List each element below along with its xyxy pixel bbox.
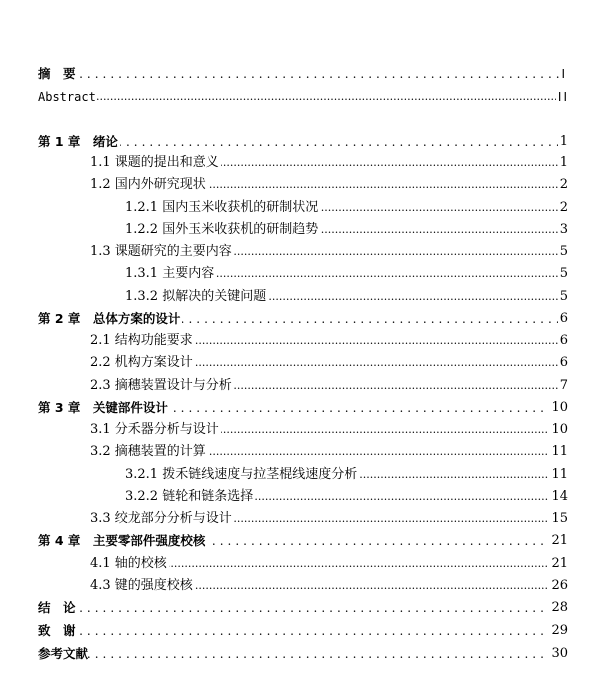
toc-entry-section-1-3-2[interactable] xyxy=(0,287,600,307)
toc-entry-page: 21 xyxy=(549,554,568,574)
toc-entry-title: 3.2.1 拨禾链线速度与拉茎棍线速度分析 xyxy=(125,465,359,485)
toc-entry-title: 摘 要 xyxy=(38,64,78,84)
toc-entry-chapter-2[interactable] xyxy=(0,309,600,329)
dot-leader xyxy=(40,87,560,107)
toc-entry-title: 第 1 章 绪论 xyxy=(38,132,120,152)
dot-leader xyxy=(40,621,560,641)
toc-entry-page: 7 xyxy=(558,376,568,396)
toc-entry-section-1-1[interactable] xyxy=(0,153,600,173)
toc-entry-section-3-2[interactable] xyxy=(0,442,600,462)
toc-entry-page: 10 xyxy=(549,398,568,418)
toc-entry-title: 参考文献 xyxy=(38,644,88,664)
toc-entry-acknowledgements[interactable] xyxy=(0,621,600,641)
toc-entry-chapter-1[interactable] xyxy=(0,132,600,152)
toc-entry-title: 3.2.2 链轮和链条选择 xyxy=(125,487,255,507)
toc-entry-page: 5 xyxy=(558,264,568,284)
toc-entry-page: 2 xyxy=(558,175,568,195)
toc-entry-page: 11 xyxy=(549,442,568,462)
toc-entry-page: 6 xyxy=(558,309,568,329)
toc-entry-page: 10 xyxy=(549,420,568,440)
toc-entry-title: 2.2 机构方案设计 xyxy=(90,353,195,373)
toc-entry-page: 5 xyxy=(558,287,568,307)
toc-entry-title: 第 2 章 总体方案的设计 xyxy=(38,309,182,329)
toc-entry-title: 1.3.2 拟解决的关键问题 xyxy=(125,287,268,307)
toc-entry-page: 3 xyxy=(558,220,568,240)
toc-entry-page: 5 xyxy=(558,242,568,262)
toc-entry-title: 3.3 绞龙部分分析与设计 xyxy=(90,509,234,529)
toc-entry-section-3-2-1[interactable] xyxy=(0,465,600,485)
toc-entry-page: 14 xyxy=(549,487,568,507)
toc-entry-page: Ⅰ xyxy=(559,64,567,84)
toc-entry-section-3-1[interactable] xyxy=(0,420,600,440)
toc-entry-chapter-4[interactable] xyxy=(0,531,600,551)
toc-entry-page: 29 xyxy=(549,621,568,641)
toc-entry-title: 1.1 课题的提出和意义 xyxy=(90,153,221,173)
toc-entry-section-1-3-1[interactable] xyxy=(0,264,600,284)
toc-entry-page: 1 xyxy=(558,132,568,152)
toc-entry-title: 致 谢 xyxy=(38,621,78,641)
toc-entry-title: 2.3 摘穗装置设计与分析 xyxy=(90,376,234,396)
toc-entry-title: 3.1 分禾器分析与设计 xyxy=(90,420,221,440)
toc-entry-page: 6 xyxy=(558,331,568,351)
toc-entry-title: 1.2.1 国内玉米收获机的研制状况 xyxy=(125,198,320,218)
toc-entry-section-4-3[interactable] xyxy=(0,576,600,596)
toc-entry-abstract-en[interactable] xyxy=(0,87,600,107)
toc-entry-title: 第 4 章 主要零部件强度校核 xyxy=(38,531,207,551)
toc-entry-title: 4.3 键的强度校核 xyxy=(90,576,195,596)
toc-entry-abstract-cn[interactable] xyxy=(0,64,600,84)
toc-entry-section-3-3[interactable] xyxy=(0,509,600,529)
toc-entry-page: ⅠⅠ xyxy=(556,87,569,107)
toc-entry-section-2-2[interactable] xyxy=(0,353,600,373)
toc-entry-title: 1.2.2 国外玉米收获机的研制趋势 xyxy=(125,220,320,240)
toc-entry-page: 11 xyxy=(549,465,568,485)
toc-entry-title: 3.2 摘穗装置的计算 xyxy=(90,442,208,462)
toc-entry-page: 1 xyxy=(558,153,568,173)
toc-entry-references[interactable] xyxy=(0,644,600,664)
toc-entry-section-1-2-1[interactable] xyxy=(0,198,600,218)
toc-entry-section-2-3[interactable] xyxy=(0,376,600,396)
toc-entry-section-2-1[interactable] xyxy=(0,331,600,351)
toc-entry-title: Abstract xyxy=(38,87,96,107)
toc-entry-title: 1.2 国内外研究现状 xyxy=(90,175,208,195)
toc-entry-page: 2 xyxy=(558,198,568,218)
toc-entry-section-1-2[interactable] xyxy=(0,175,600,195)
toc-entry-title: 结 论 xyxy=(38,598,78,618)
toc-entry-title: 第 3 章 关键部件设计 xyxy=(38,398,170,418)
toc-entry-page: 15 xyxy=(549,509,568,529)
toc-entry-page: 28 xyxy=(549,598,568,618)
dot-leader xyxy=(40,64,560,84)
toc-entry-section-1-2-2[interactable] xyxy=(0,220,600,240)
toc-entry-title: 4.1 轴的校核 xyxy=(90,554,169,574)
toc-entry-page: 6 xyxy=(558,353,568,373)
toc-entry-title: 1.3.1 主要内容 xyxy=(125,264,216,284)
toc-entry-conclusion[interactable] xyxy=(0,598,600,618)
dot-leader xyxy=(40,598,560,618)
toc-entry-page: 30 xyxy=(549,644,568,664)
toc-entry-page: 21 xyxy=(549,531,568,551)
toc-entry-title: 2.1 结构功能要求 xyxy=(90,331,195,351)
toc-entry-page: 26 xyxy=(549,576,568,596)
dot-leader xyxy=(40,644,560,664)
toc-entry-section-1-3[interactable] xyxy=(0,242,600,262)
toc-entry-chapter-3[interactable] xyxy=(0,398,600,418)
toc-entry-section-4-1[interactable] xyxy=(0,554,600,574)
toc-entry-title: 1.3 课题研究的主要内容 xyxy=(90,242,234,262)
toc-entry-section-3-2-2[interactable] xyxy=(0,487,600,507)
